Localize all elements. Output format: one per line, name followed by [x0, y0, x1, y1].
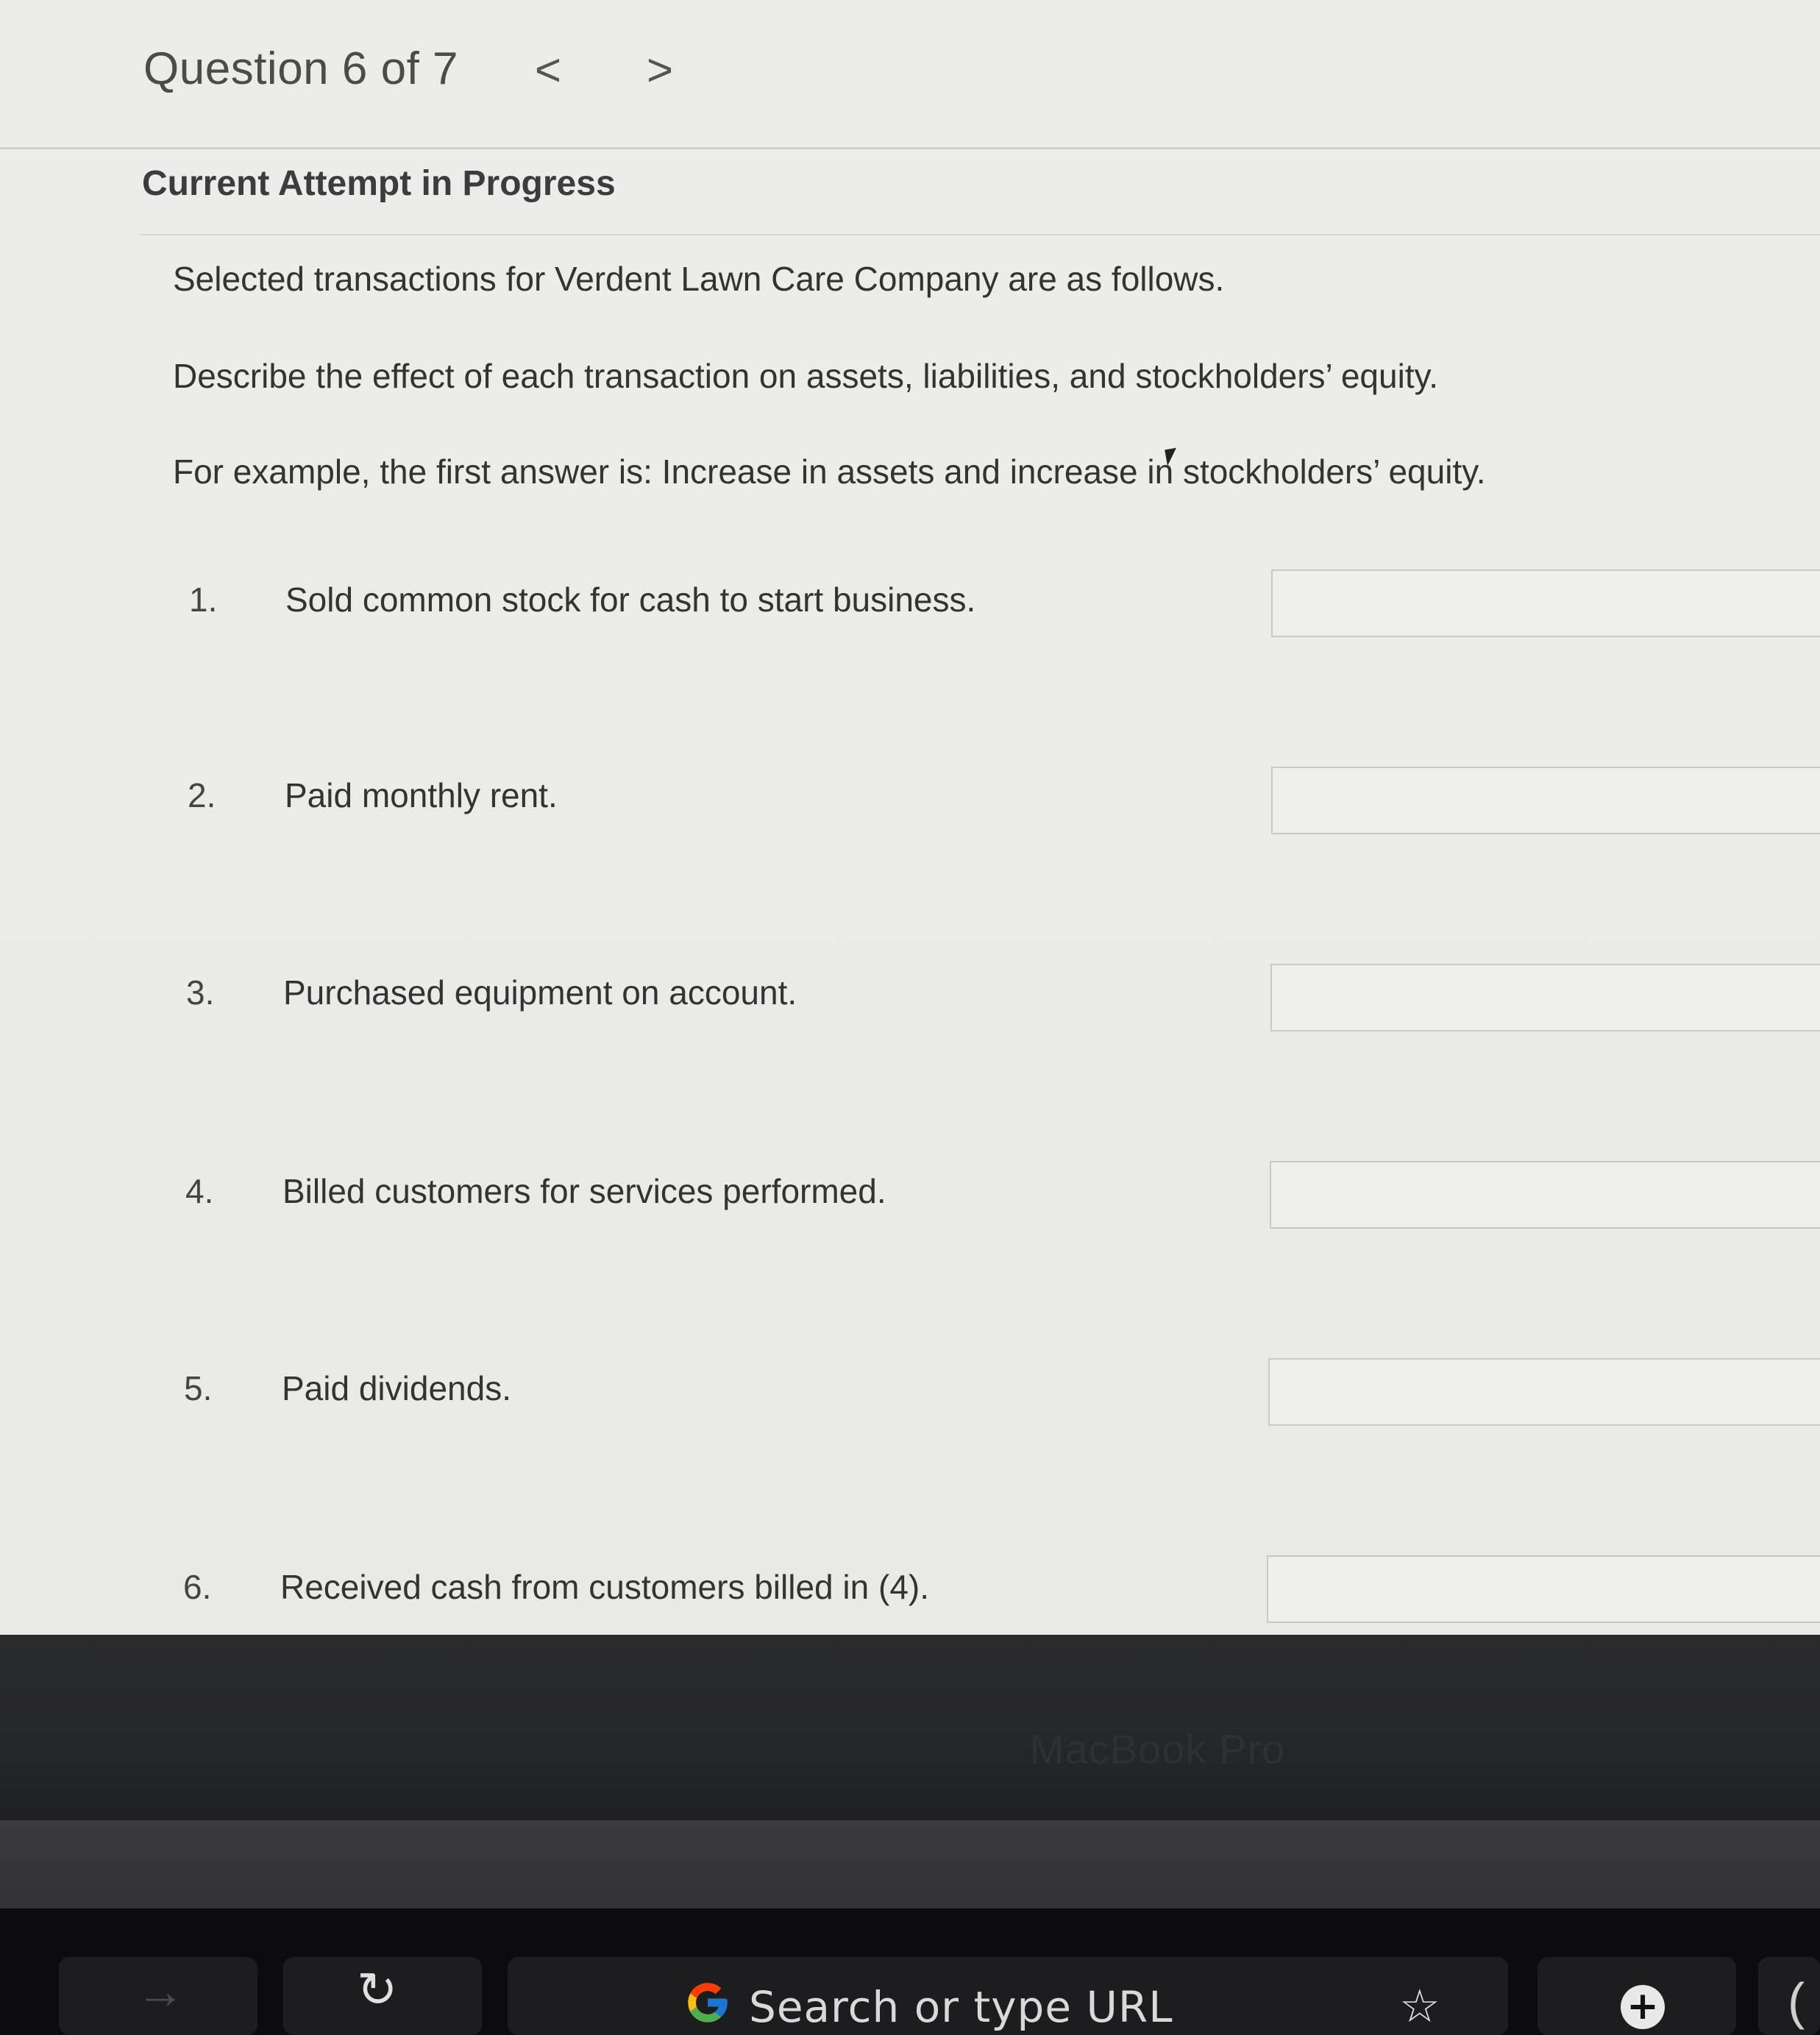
transaction-text: Billed customers for services performed. [282, 1172, 886, 1210]
transaction-number: 1. [189, 580, 218, 619]
answer-field[interactable] [1270, 1161, 1820, 1229]
laptop-hinge [0, 1820, 1820, 1908]
answer-field[interactable] [1268, 1358, 1820, 1426]
divider [140, 234, 1820, 235]
answer-field[interactable] [1267, 1555, 1820, 1623]
transaction-number: 4. [185, 1172, 214, 1210]
answer-field[interactable] [1270, 964, 1820, 1031]
google-icon [684, 1979, 731, 2026]
laptop-bezel [0, 1635, 1820, 1820]
transaction-text: Paid dividends. [282, 1369, 511, 1407]
answer-field[interactable] [1271, 767, 1820, 834]
transaction-number: 6. [183, 1568, 212, 1606]
instruction-example: For example, the first answer is: Increase in assets and increase in stockholders’ equity. [173, 452, 1486, 491]
forward-arrow-icon: → [136, 1964, 185, 2018]
instruction-text: Describe the effect of each transaction on assets, liabilities, and stockholders’ equity. [173, 357, 1438, 395]
touchbar-url-placeholder: Search or type URL [749, 1982, 1173, 2032]
star-icon[interactable]: ☆ [1399, 1981, 1440, 2032]
transaction-text: Sold common stock for cash to start business. [285, 580, 976, 619]
plus-icon[interactable]: + [1621, 1985, 1665, 2029]
transaction-number: 5. [184, 1369, 213, 1407]
mouse-cursor-icon [1165, 448, 1179, 466]
transaction-text: Received cash from customers billed in (4). [280, 1568, 929, 1606]
instruction-text: Selected transactions for Verdent Lawn Care Company are as follows. [173, 260, 1225, 298]
question-title: Question 6 of 7 [143, 43, 458, 94]
laptop-brand-label: MacBook Pro [1030, 1726, 1286, 1772]
question-header [0, 0, 1820, 149]
transaction-text: Purchased equipment on account. [283, 973, 797, 1012]
attempt-status-heading: Current Attempt in Progress [142, 164, 616, 203]
next-question-button[interactable]: > [646, 45, 674, 96]
edge-glyph-icon: ( [1788, 1972, 1805, 2030]
transaction-number: 2. [188, 776, 216, 814]
previous-question-button[interactable]: < [534, 45, 562, 96]
answer-field[interactable] [1271, 569, 1820, 637]
transaction-number: 3. [186, 973, 215, 1012]
transaction-text: Paid monthly rent. [285, 776, 558, 814]
reload-icon: ↻ [357, 1962, 398, 2017]
